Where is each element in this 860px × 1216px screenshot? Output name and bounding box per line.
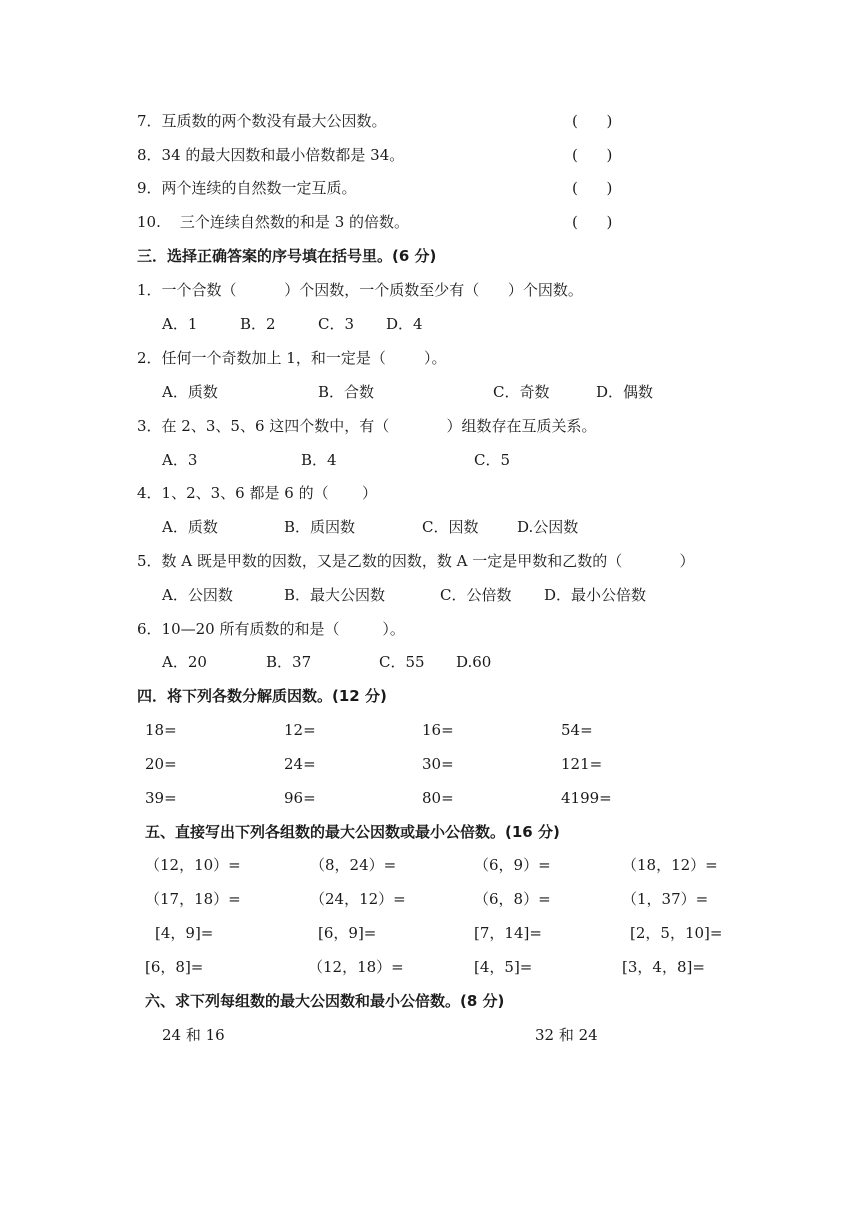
answer-blank[interactable]: ( ) <box>572 179 613 197</box>
factorization-item: 80= <box>422 789 454 807</box>
factorization-item: 20= <box>145 755 177 773</box>
section-5-title: 五、直接写出下列各组数的最大公因数或最小公倍数。(16 分) <box>145 823 560 841</box>
gcd-lcm-item: （12，10）= <box>145 856 241 874</box>
option-d: D．4 <box>386 315 423 333</box>
choice-q2-text: 2．任何一个奇数加上 1，和一定是（ ）。 <box>137 349 447 367</box>
gcd-lcm-item: （17，18）= <box>145 890 241 908</box>
factorization-item: 96= <box>284 789 316 807</box>
option-b: B．最大公因数 <box>284 586 386 604</box>
option-c: C．因数 <box>422 518 479 536</box>
option-d: D.公因数 <box>517 518 579 536</box>
option-a: A．质数 <box>162 518 218 536</box>
option-a: A．20 <box>162 653 207 671</box>
option-b: B．4 <box>301 451 337 469</box>
option-c: C．3 <box>318 315 355 333</box>
option-a: A．公因数 <box>162 586 233 604</box>
gcd-lcm-item: （18，12）= <box>622 856 718 874</box>
factorization-item: 4199= <box>561 789 612 807</box>
answer-blank[interactable]: ( ) <box>572 112 613 130</box>
section-3-title: 三．选择正确答案的序号填在括号里。(6 分) <box>137 247 437 265</box>
choice-q6-text: 6．10—20 所有质数的和是（ ）。 <box>137 620 405 638</box>
question-text: 9．两个连续的自然数一定互质。 <box>137 179 357 197</box>
option-b: B．合数 <box>318 383 375 401</box>
option-b: B．2 <box>240 315 276 333</box>
choice-q4-text: 4．1、2、3、6 都是 6 的（ ） <box>137 484 377 502</box>
gcd-lcm-item: （6，9）= <box>474 856 551 874</box>
answer-blank[interactable]: ( ) <box>572 146 613 164</box>
gcd-lcm-item: [6，9]= <box>318 924 377 942</box>
option-c: C．5 <box>474 451 511 469</box>
question-text: 7．互质数的两个数没有最大公因数。 <box>137 112 387 130</box>
option-a: A．1 <box>162 315 198 333</box>
option-d: D．偶数 <box>596 383 654 401</box>
factorization-item: 39= <box>145 789 177 807</box>
choice-q5-text: 5．数 A 既是甲数的因数，又是乙数的因数，数 A 一定是甲数和乙数的（ ） <box>137 552 695 570</box>
gcd-lcm-item: （12，18）= <box>308 958 404 976</box>
factorization-item: 18= <box>145 721 177 739</box>
gcd-lcm-item: （6，8）= <box>474 890 551 908</box>
option-c: C．55 <box>379 653 425 671</box>
question-text: 10. 三个连续自然数的和是 3 的倍数。 <box>137 213 410 231</box>
gcd-lcm-item: （8，24）= <box>310 856 397 874</box>
number-pair: 24 和 16 <box>162 1026 225 1044</box>
gcd-lcm-item: [4，5]= <box>474 958 533 976</box>
gcd-lcm-item: （1，37）= <box>622 890 709 908</box>
option-c: C．奇数 <box>493 383 550 401</box>
option-a: A．3 <box>162 451 198 469</box>
factorization-item: 121= <box>561 755 603 773</box>
section-4-title: 四．将下列各数分解质因数。(12 分) <box>137 687 387 705</box>
number-pair: 32 和 24 <box>535 1026 598 1044</box>
choice-q1-text: 1．一个合数（ ）个因数，一个质数至少有（ ）个因数。 <box>137 281 583 299</box>
question-text: 8．34 的最大因数和最小倍数都是 34。 <box>137 146 405 164</box>
gcd-lcm-item: （24，12）= <box>310 890 406 908</box>
option-d: D.60 <box>456 653 492 671</box>
option-b: B．37 <box>266 653 312 671</box>
factorization-item: 30= <box>422 755 454 773</box>
factorization-item: 54= <box>561 721 593 739</box>
choice-q3-text: 3．在 2、3、5、6 这四个数中，有（ ）组数存在互质关系。 <box>137 417 597 435</box>
factorization-item: 24= <box>284 755 316 773</box>
gcd-lcm-item: [3，4，8]= <box>622 958 705 976</box>
factorization-item: 12= <box>284 721 316 739</box>
factorization-item: 16= <box>422 721 454 739</box>
gcd-lcm-item: [7，14]= <box>474 924 542 942</box>
section-6-title: 六、求下列每组数的最大公因数和最小公倍数。(8 分) <box>145 992 505 1010</box>
option-c: C．公倍数 <box>440 586 512 604</box>
option-a: A．质数 <box>162 383 218 401</box>
gcd-lcm-item: [4，9]= <box>155 924 214 942</box>
gcd-lcm-item: [2，5，10]= <box>630 924 723 942</box>
gcd-lcm-item: [6，8]= <box>145 958 204 976</box>
answer-blank[interactable]: ( ) <box>572 213 613 231</box>
option-b: B．质因数 <box>284 518 356 536</box>
option-d: D．最小公倍数 <box>544 586 647 604</box>
